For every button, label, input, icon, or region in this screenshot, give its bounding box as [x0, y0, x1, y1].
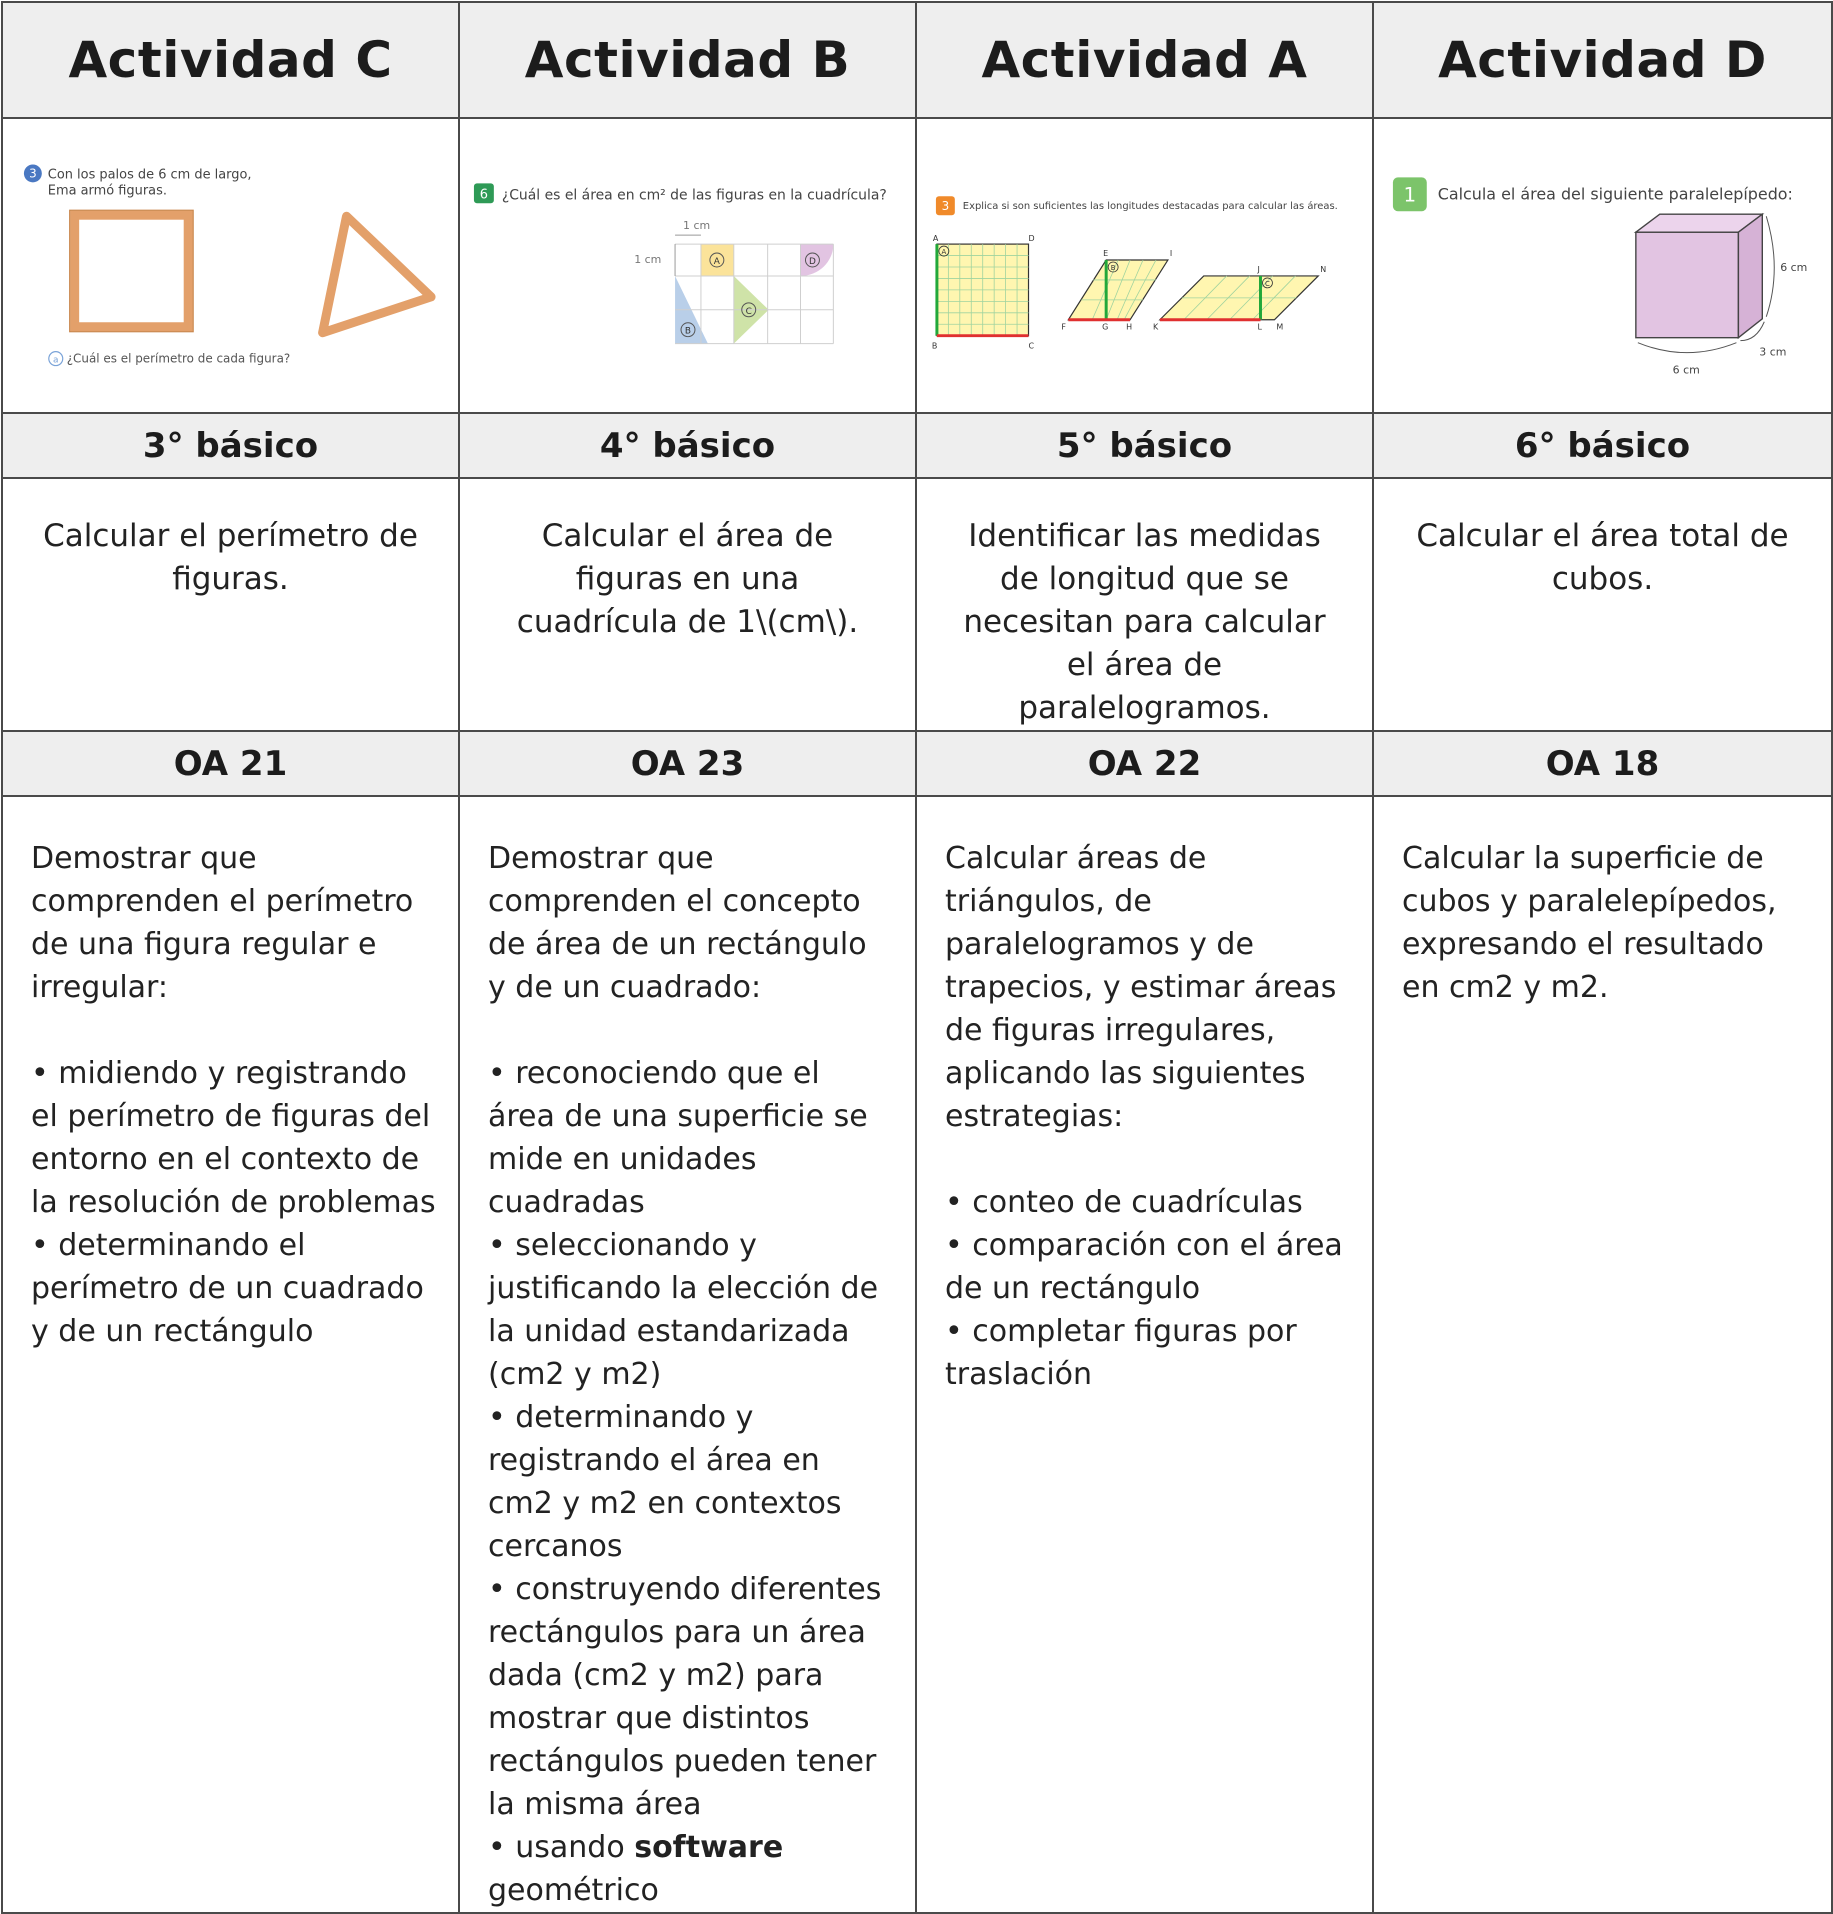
description-cell	[2, 478, 459, 731]
activity-title: Actividad B	[524, 31, 851, 89]
bullet-bold-word: software	[634, 1830, 784, 1865]
badge-number: 6	[479, 187, 489, 203]
shape-label: C	[1265, 279, 1270, 288]
depth-dimension-label: 3 cm	[1759, 345, 1787, 359]
spacer	[31, 1009, 436, 1052]
vertex-label: L	[1257, 322, 1262, 332]
oa-code: OA 18	[1545, 743, 1660, 784]
grade-label: 5° básico	[1056, 425, 1233, 466]
oa-cell	[1373, 731, 1832, 796]
oa-cell	[2, 731, 459, 796]
label-b: B	[684, 326, 692, 337]
column-header-a	[916, 2, 1373, 118]
objective-bullet: • determinando el perímetro de un cuadrado y de un rectángulo	[31, 1228, 424, 1349]
description-cell	[1373, 478, 1832, 731]
activity-description: Calcular el perímetro de figuras.	[43, 518, 418, 597]
oa-cell	[459, 731, 916, 796]
vertex-label: B	[931, 341, 938, 351]
vertex-label: E	[1103, 249, 1109, 259]
objective-intro: Calcular áreas de triángulos, de paralelogramos y de trapecios, y estimar áreas de figuras irregulares, aplicando las siguientes estrategias:	[945, 841, 1337, 1134]
objective-cell-b	[459, 796, 916, 1913]
objective-bullet: • determinando y registrando el área en cm2 y m2 en contextos cercanos	[488, 1400, 842, 1564]
description-cell	[916, 478, 1373, 731]
cuboid-side-face	[1738, 214, 1762, 337]
objective-bullet: • seleccionando y justificando la elección de la unidad estandarizada (cm2 y m2)	[488, 1228, 879, 1392]
grade-row	[2, 413, 1832, 478]
triangle-frame-shape	[323, 216, 432, 332]
grade-cell	[2, 413, 459, 478]
objective-bullet: • comparación con el área de un rectángulo	[945, 1228, 1343, 1306]
vertex-label: F	[1061, 322, 1066, 332]
activity-a-image	[916, 118, 1373, 413]
objective-cell-c	[2, 796, 459, 1913]
objective-intro: Calcular la superficie de cubos y paralelepípedos, expresando el resultado en cm2 y m2.	[1402, 841, 1777, 1005]
oa-code: OA 21	[173, 743, 288, 784]
bullet-prefix: • usando	[488, 1830, 635, 1865]
header-row	[2, 2, 1832, 118]
oa-cell	[916, 731, 1373, 796]
objective-bullet: • midiendo y registrando el perímetro de figuras del entorno en el contexto de la resolución de problemas	[31, 1056, 436, 1220]
question-text: Explica si son suficientes las longitudes destacadas para calcular las áreas.	[962, 201, 1338, 213]
objective-intro: Demostrar que comprenden el perímetro de una figura regular e irregular:	[31, 841, 414, 1005]
parallelograms-illustration	[917, 119, 1372, 412]
grade-label: 4° básico	[599, 425, 776, 466]
label-c: C	[745, 306, 752, 317]
activity-title: Actividad D	[1438, 31, 1767, 89]
bullet-suffix: geométrico	[488, 1873, 659, 1908]
activity-description: Calcular el área total de cubos.	[1416, 518, 1789, 597]
sub-question-letter: a	[53, 355, 59, 366]
objective-cell-d	[1373, 796, 1832, 1913]
shape-label: A	[941, 248, 947, 257]
vertex-label: N	[1320, 264, 1327, 274]
question-text: Calcula el área del siguiente paralelepípedo:	[1437, 184, 1793, 204]
grade-label: 6° básico	[1514, 425, 1691, 466]
badge-number: 3	[941, 199, 950, 214]
cuboid-illustration	[1374, 119, 1831, 412]
objective-text	[3, 797, 458, 1353]
activities-table	[1, 1, 1833, 1914]
unit-top-label: 1 cm	[683, 219, 711, 233]
objective-intro: Demostrar que comprenden el concepto de área de un rectángulo y de un cuadrado:	[488, 841, 867, 1005]
vertex-label: A	[932, 234, 939, 244]
objective-text	[460, 797, 915, 1912]
area-grid-illustration	[460, 119, 915, 412]
objective-text	[917, 797, 1372, 1396]
badge-number: 3	[29, 166, 37, 181]
prompt-line-1: Con los palos de 6 cm de largo,	[47, 167, 252, 183]
cuboid-front-face	[1636, 232, 1739, 338]
description-row	[2, 478, 1832, 731]
vertex-label: D	[1028, 234, 1035, 244]
square-frame-shape	[75, 215, 189, 327]
spacer	[945, 1138, 1350, 1181]
prompt-line-2: Ema armó figuras.	[47, 183, 167, 199]
sub-question-text: ¿Cuál es el perímetro de cada figura?	[66, 351, 291, 366]
grade-label: 3° básico	[142, 425, 319, 466]
column-header-c	[2, 2, 459, 118]
activity-description: Calcular el área de figuras en una cuadrícula de 1\(cm\).	[516, 518, 859, 640]
vertex-label: M	[1276, 322, 1284, 332]
objective-text	[1374, 797, 1831, 1009]
objective-cell-a	[916, 796, 1373, 1913]
objective-bullet: • conteo de cuadrículas	[945, 1185, 1303, 1220]
oa-code: OA 22	[1087, 743, 1202, 784]
label-d: D	[808, 257, 816, 268]
grade-cell	[459, 413, 916, 478]
label-a: A	[713, 257, 720, 268]
activity-d-image	[1373, 118, 1832, 413]
column-header-d	[1373, 2, 1832, 118]
objectives-row	[2, 796, 1832, 1913]
activity-b-image	[459, 118, 916, 413]
description-cell	[459, 478, 916, 731]
vertex-label: I	[1169, 249, 1173, 259]
vertex-label: H	[1126, 322, 1133, 332]
objective-bullet: • construyendo diferentes rectángulos para un área dada (cm2 y m2) para mostrar que distintos rectángulos pueden tener la misma área	[488, 1572, 882, 1822]
square-frame-outline	[70, 210, 193, 331]
question-text: ¿Cuál es el área en cm² de las figuras en la cuadrícula?	[501, 187, 887, 204]
spacer	[488, 1009, 893, 1052]
activity-description: Identificar las medidas de longitud que se necesitan para calcular el área de paralelogramos.	[963, 518, 1326, 726]
badge-number: 1	[1403, 183, 1417, 207]
vertex-label: K	[1152, 322, 1159, 332]
column-header-b	[459, 2, 916, 118]
activity-title: Actividad A	[981, 31, 1308, 89]
image-row	[2, 118, 1832, 413]
vertex-label: G	[1102, 322, 1109, 332]
vertex-label: C	[1028, 341, 1035, 351]
grade-cell	[1373, 413, 1832, 478]
perimeter-figures-illustration	[3, 119, 458, 412]
height-dimension-arc	[1766, 216, 1774, 317]
shape-label: B	[1110, 263, 1116, 272]
activity-c-image	[2, 118, 459, 413]
objective-bullet: • reconociendo que el área de una superficie se mide en unidades cuadradas	[488, 1056, 868, 1220]
oa-row	[2, 731, 1832, 796]
objective-bullet-software	[488, 1826, 893, 1912]
objective-bullet: • completar figuras por traslación	[945, 1314, 1297, 1392]
grade-cell	[916, 413, 1373, 478]
height-dimension-label: 6 cm	[1780, 260, 1808, 274]
width-dimension-label: 6 cm	[1672, 363, 1700, 377]
vertex-label: J	[1257, 264, 1260, 274]
oa-code: OA 23	[630, 743, 745, 784]
activity-title: Actividad C	[68, 31, 393, 89]
width-dimension-arc	[1638, 343, 1737, 353]
unit-left-label: 1 cm	[634, 253, 662, 267]
